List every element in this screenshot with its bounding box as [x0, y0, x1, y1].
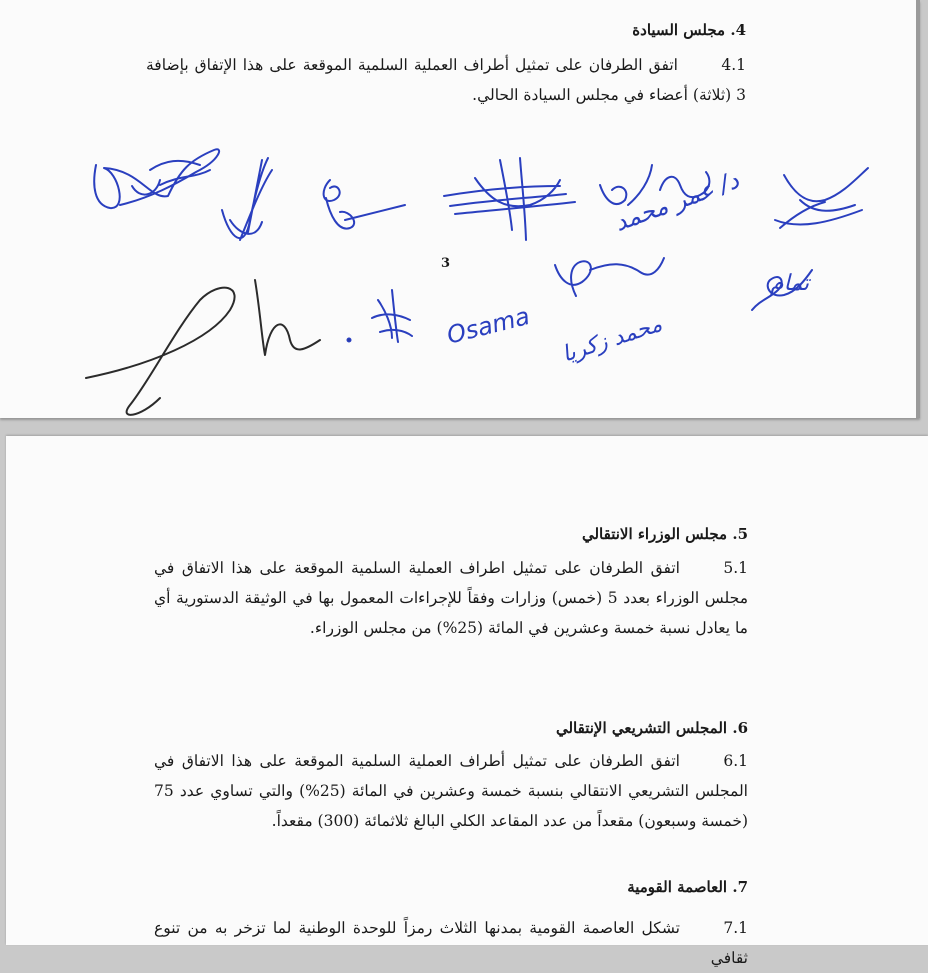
clause-7-1-text: تشكل العاصمة القومية بمدنها الثلاث رمزاً للوحدة الوطنية لما تزخر به من تنوع ثقافي — [154, 919, 748, 967]
clause-6-1-text: اتفق الطرفان على تمثيل أطراف العملية السلمية الموقعة على هذا الاتفاق في المجلس التشريعي الانتقالي بنسبة خمسة وعشرين في المائة (25%) والتي تساوي عدد 75 (خمسة وسبعون) مقعداً من عدد المقاعد الكلي البالغ ثلاثمائة (300) مقعداً. — [154, 752, 748, 830]
clause-5-1-number: 5.1 — [723, 559, 748, 577]
signature-4 — [444, 158, 575, 240]
section-6-number: 6. — [732, 719, 748, 737]
signature-3 — [324, 180, 405, 229]
document-page-2 — [6, 436, 928, 967]
signature-text-omar: د/ عمر محمد — [610, 165, 743, 237]
signatures-area — [0, 0, 916, 418]
section-5-title: مجلس الوزراء الانتقالي — [581, 525, 728, 543]
clause-5-1-text: اتفق الطرفان على تمثيل اطراف العملية السلمية الموقعة على هذا الاتفاق في مجلس الوزراء بعدد 5 (خمس) وزارات وفقاً للإجراءات المعمول بها في الوثيقة الدستورية أي ما يعادل نسبة خمسة وعشرين في المائة (25%) من مجلس الوزراء. — [154, 559, 748, 637]
section-4-title: مجلس السيادة — [632, 21, 726, 39]
signature-6 — [775, 168, 868, 228]
clause-7-1-number: 7.1 — [723, 919, 748, 937]
section-5-heading — [582, 525, 748, 543]
document-page-1 — [0, 0, 920, 418]
section-7-number: 7. — [732, 878, 748, 896]
clause-4-1-text: اتفق الطرفان على تمثيل أطراف العملية السلمية الموقعة على هذا الإتفاق بإضافة 3 (ثلاثة) أعضاء في مجلس السيادة الحالي. — [146, 56, 746, 104]
section-7-title: العاصمة القومية — [627, 878, 728, 896]
clause-6-1-number: 6.1 — [723, 752, 748, 770]
page-number: 3 — [441, 256, 451, 271]
signature-text-tamam: تمام — [770, 271, 810, 296]
clause-7-1 — [154, 913, 748, 973]
signature-7 — [86, 280, 320, 415]
clause-5-1 — [154, 553, 748, 643]
clause-6-1 — [154, 746, 748, 836]
signature-text-mohamed: محمد زكريا — [559, 311, 666, 368]
section-7-heading — [627, 878, 748, 896]
signature-9 — [555, 258, 664, 296]
signature-8 — [348, 290, 413, 342]
section-6-heading — [556, 719, 748, 737]
signature-text-osama: Osama — [444, 302, 533, 350]
section-5-number: 5. — [732, 525, 748, 543]
signature-2 — [222, 158, 272, 240]
section-6-title: المجلس التشريعي الإنتقالي — [555, 719, 728, 737]
section-4-number: 4. — [730, 21, 746, 39]
signature-1 — [94, 149, 219, 208]
clause-4-1-number: 4.1 — [721, 56, 746, 74]
